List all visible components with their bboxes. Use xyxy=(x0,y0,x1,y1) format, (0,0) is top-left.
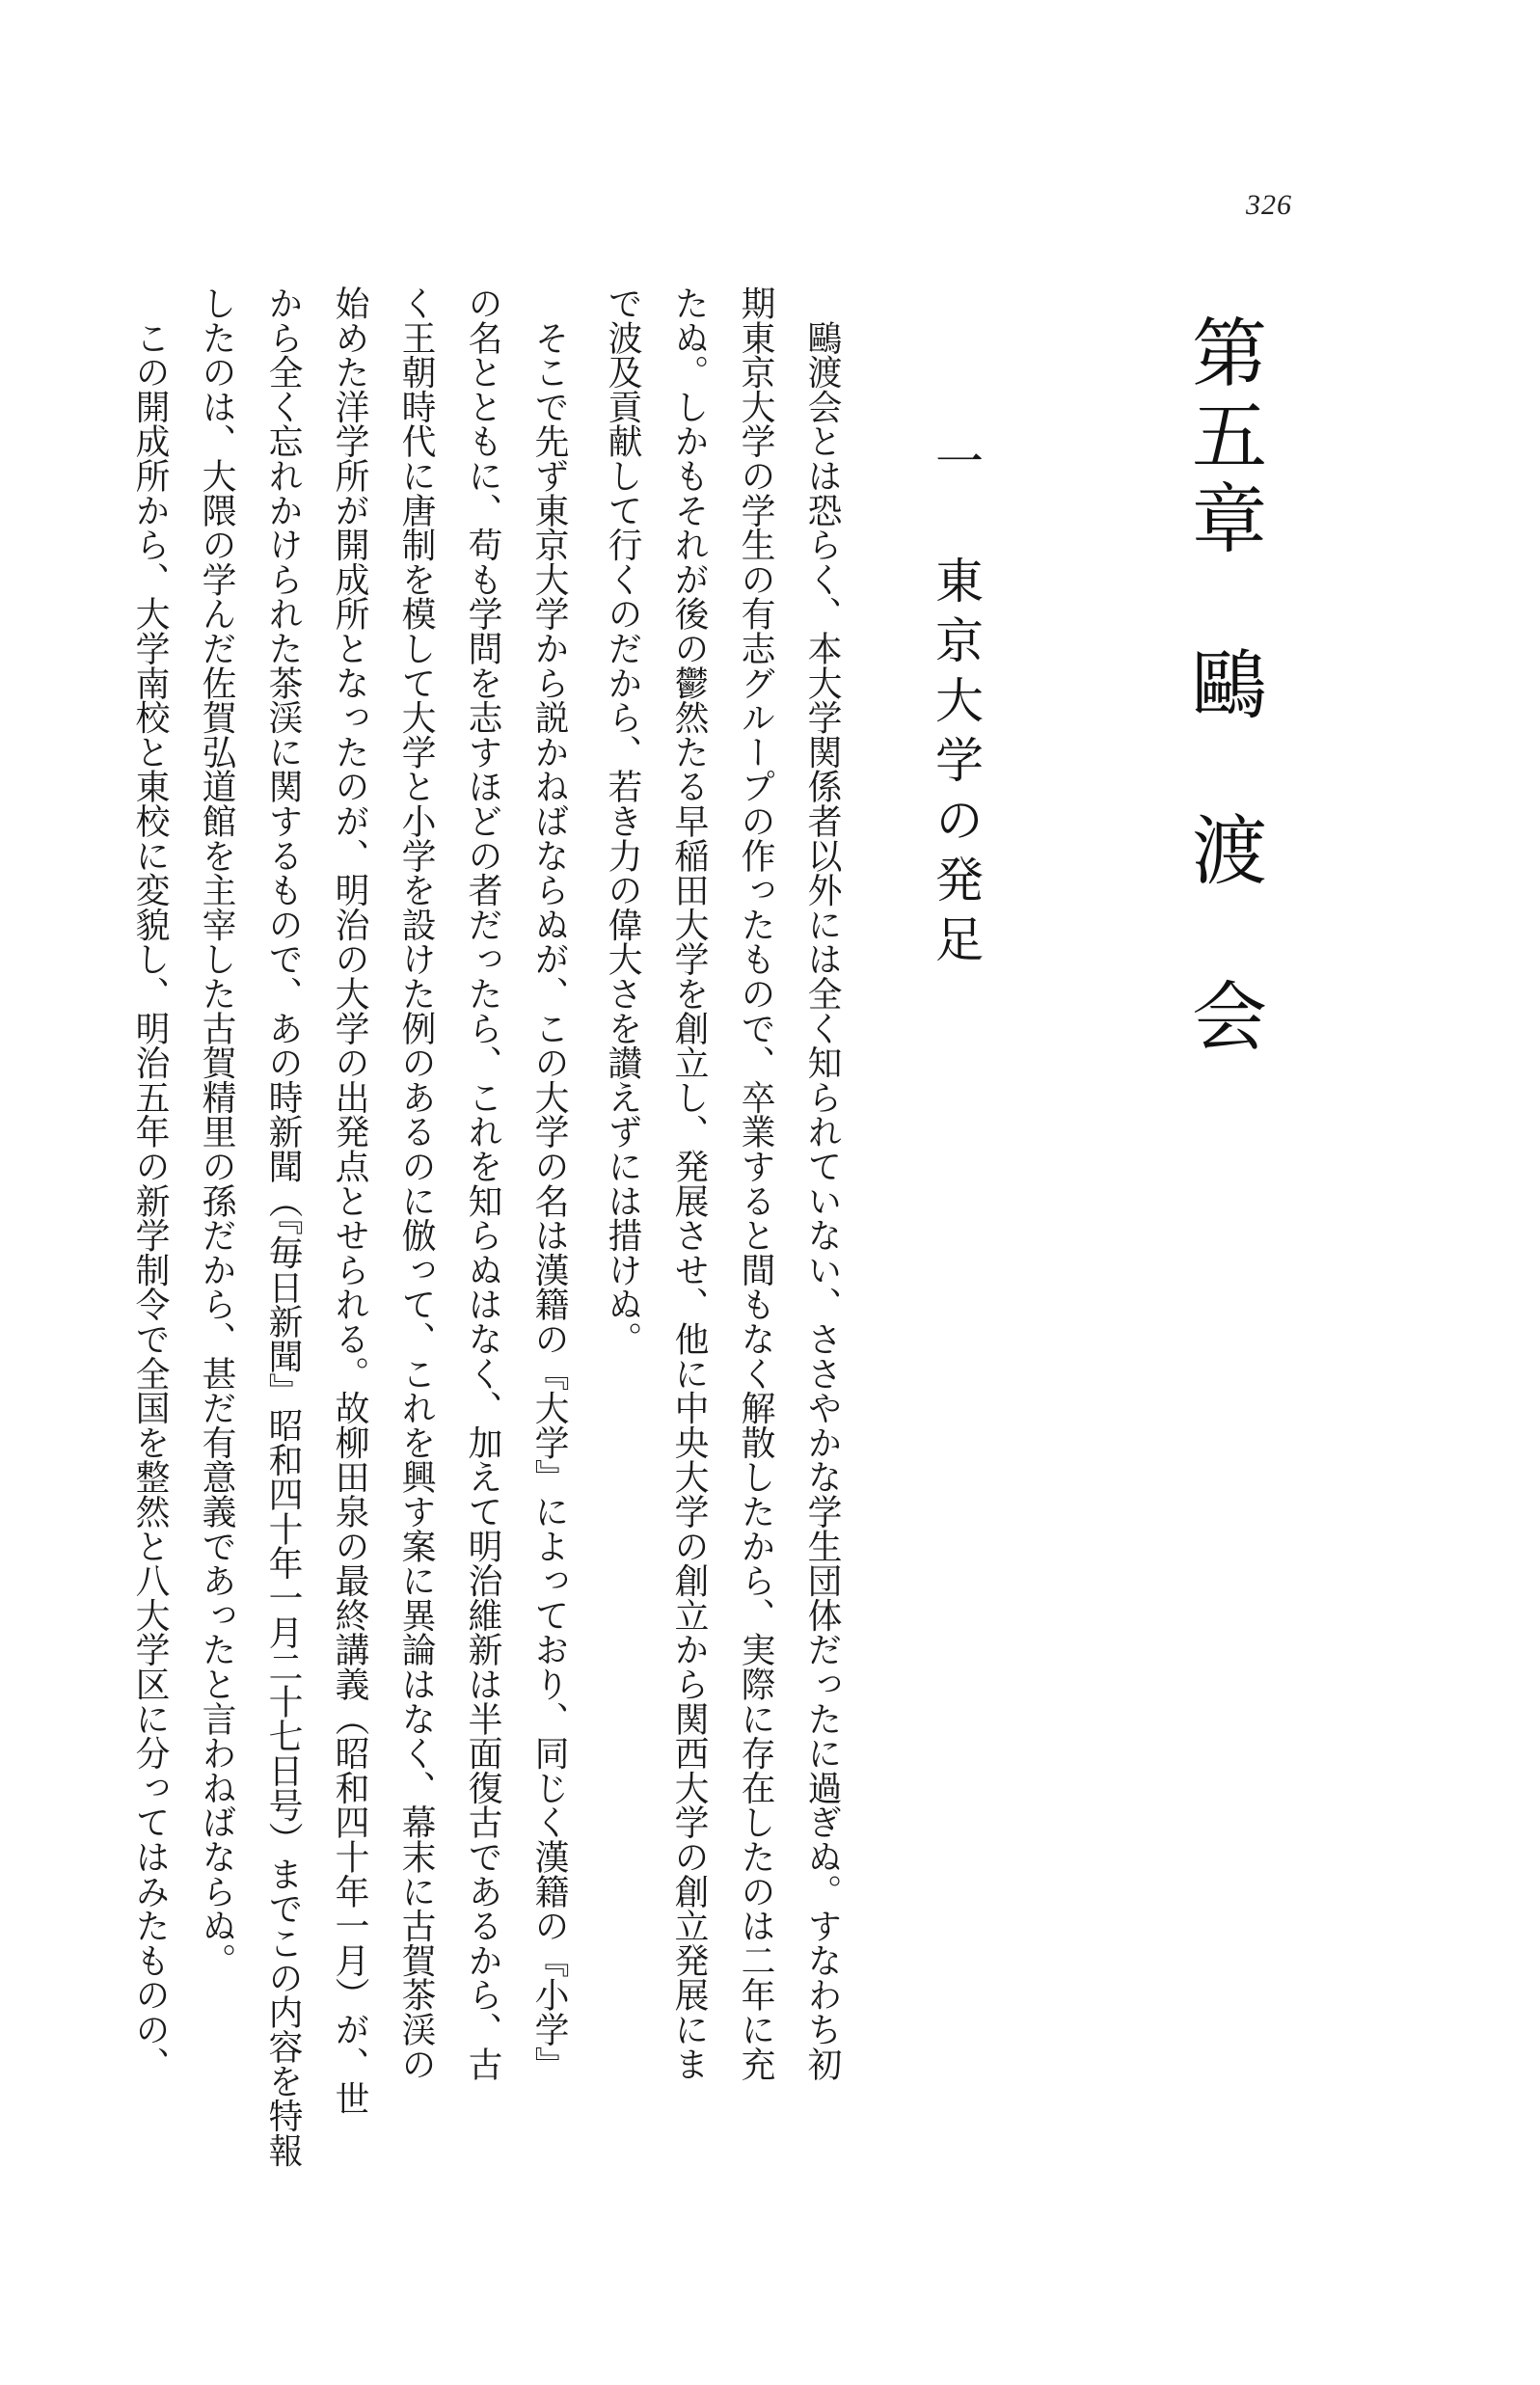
body-line: そこで先ず東京大学から説かねばならぬが、この大学の名は漢籍の『大学』によっており、同じく漢籍の『小学』 xyxy=(529,285,569,2081)
body-line: で波及貢献して行くのだから、若き力の偉大さを讃えずには措けぬ。 xyxy=(603,285,642,1356)
body-line: から全く忘れかけられた茶渓に関するもので、あの時新聞（『毎日新聞』昭和四十年一月二十七日号）までこの内容を特報 xyxy=(263,285,303,2168)
body-line: 期東京大学の学生の有志グループの作ったもので、卒業すると間もなく解散したから、実際に存在したのは二年に充 xyxy=(736,285,775,2081)
chapter-title: 第五章 鷗 渡 会 xyxy=(1179,313,1266,1060)
body-line: 鷗渡会とは恐らく、本大学関係者以外には全く知られていない、ささやかな学生団体だったに過ぎぬ。すなわち初 xyxy=(802,285,842,2081)
body-line: したのは、大隈の学んだ佐賀弘道館を主宰した古賀精里の孫だから、甚だ有意義であったと言わねばならぬ。 xyxy=(197,285,236,1978)
section-title: 一 東京大学の発足 xyxy=(928,436,984,974)
body-line: たぬ。しかもそれが後の鬱然たる早稲田大学を創立し、発展させ、他に中央大学の創立から関西大学の創立発展にま xyxy=(669,285,709,2081)
page-number: 326 xyxy=(1246,189,1292,221)
body-line: く王朝時代に唐制を模して大学と小学を設けた例のあるのに倣って、これを興す案に異論はなく、幕末に古賀茶渓の xyxy=(396,285,436,2081)
body-line: この開成所から、大学南校と東校に変貌し、明治五年の新学制令で全国を整然と八大学区に分ってはみたものの、 xyxy=(130,285,170,2081)
body-line: の名とともに、苟も学問を志すほどの者だったら、これを知らぬはなく、加えて明治維新は半面復古であるから、古 xyxy=(463,285,502,2081)
body-line: 始めた洋学所が開成所となったのが、明治の大学の出発点とせられる。故柳田泉の最終講義（昭和四十年一月）が、世 xyxy=(330,285,369,2116)
